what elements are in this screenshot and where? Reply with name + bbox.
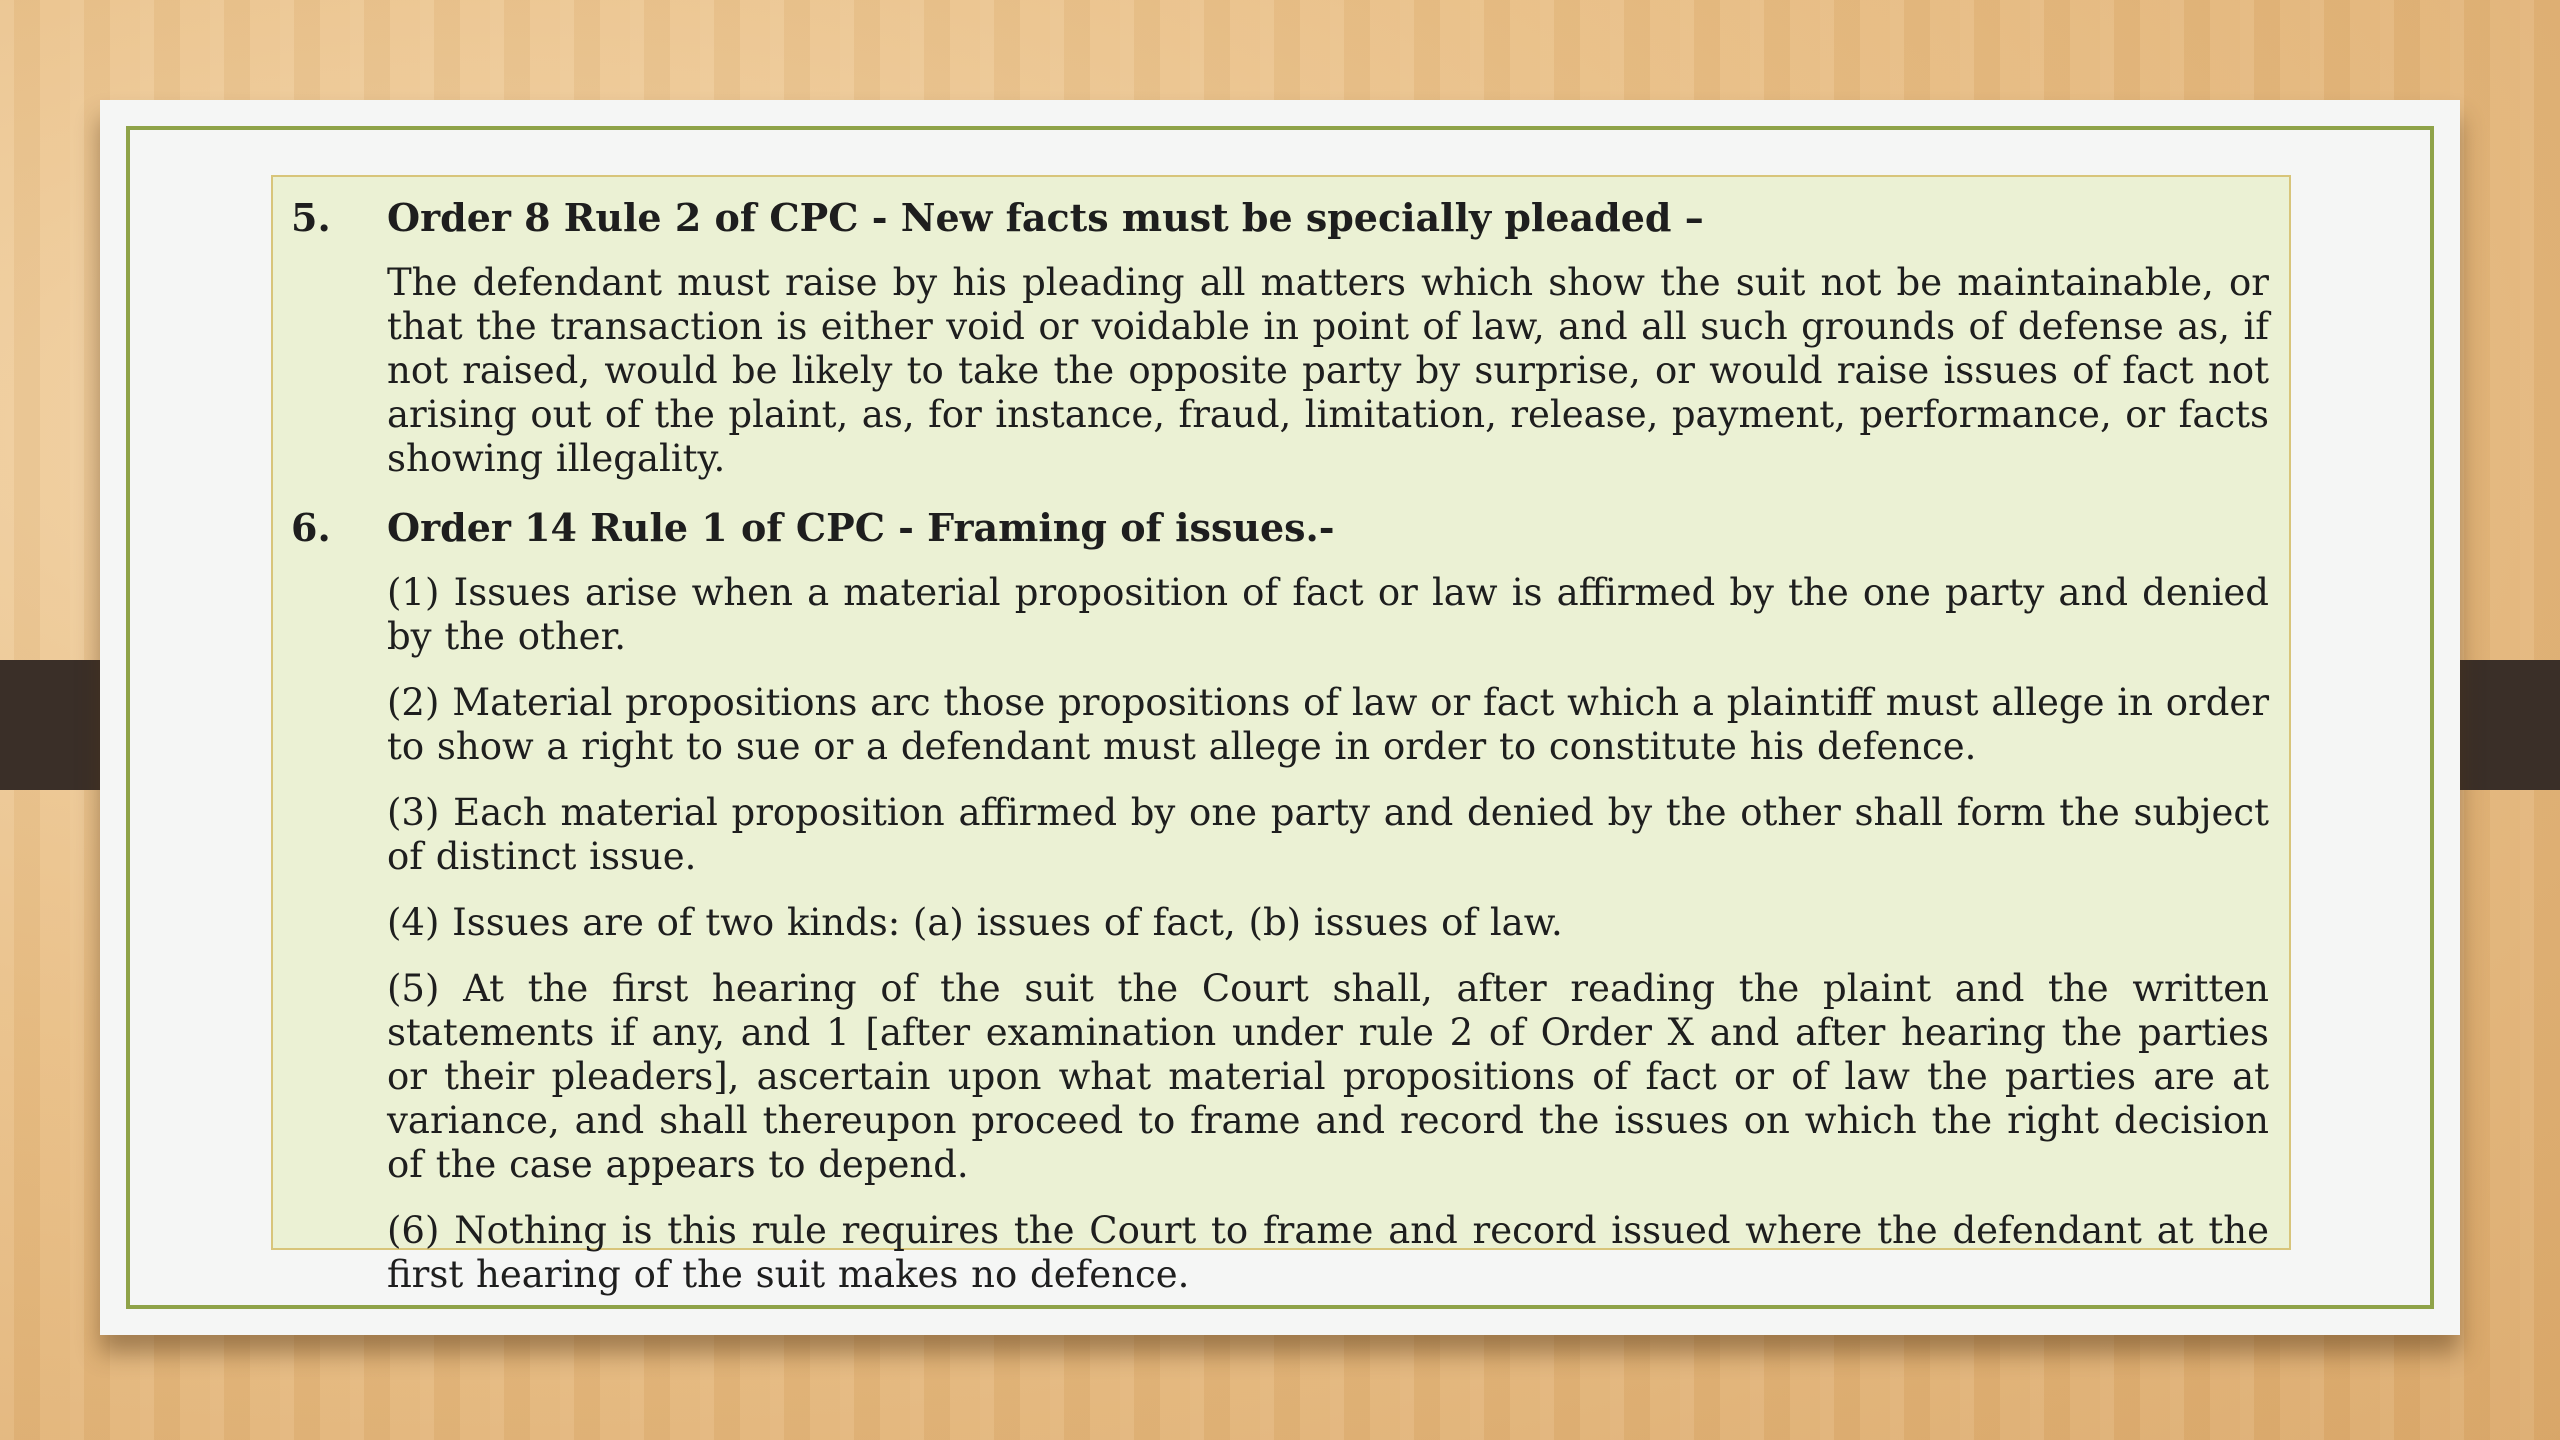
content-box	[271, 175, 2291, 1296]
issue-clause-4: (4) Issues are of two kinds: (a) issues of fact, (b) issues of law.	[387, 901, 1563, 944]
issue-clause-3: (3) Each material proposition affirmed by one party and denied by the other shall form the subject of distinct issue.	[387, 791, 2269, 878]
section-5-paragraph: The defendant must raise by his pleading all matters which show the suit not be maintainable, or that the transaction is either void or voidable in point of law, and all such grounds of defense as, if not raised, would be likely to take the opposite party by surprise, or would raise issues of fact not arising out of the plaint, as, for instance, fraud, limitation, release, payment, performance, or facts showing illegality.	[387, 261, 2269, 480]
section-number: 5.	[291, 195, 331, 240]
issue-clause-2: (2) Material propositions arc those propositions of law or fact which a plaintiff must allege in order to show a right to sue or a defendant must allege in order to constitute his defence.	[387, 681, 2269, 768]
section-title: Order 14 Rule 1 of CPC - Framing of issues.-	[387, 505, 1335, 550]
section-number: 6.	[291, 505, 331, 550]
issue-clause-1: (1) Issues arise when a material proposition of fact or law is affirmed by the one party and denied by the other.	[387, 571, 2269, 658]
section-5-heading	[291, 193, 2269, 243]
issue-clause-6: (6) Nothing is this rule requires the Court to frame and record issued where the defendant at the first hearing of the suit makes no defence.	[387, 1209, 2269, 1296]
section-6-heading	[291, 503, 2269, 553]
issue-clause-5: (5) At the first hearing of the suit the Court shall, after reading the plaint and the written statements if any, and 1 [after examination under rule 2 of Order X and after hearing the parties or their pleaders], ascertain upon what material propositions of fact or of law the parties are at variance, and shall thereupon proceed to frame and record the issues on which the right decision of the case appears to depend.	[387, 967, 2269, 1186]
section-title: Order 8 Rule 2 of CPC - New facts must be specially pleaded –	[387, 195, 1704, 240]
slide	[100, 100, 2460, 1335]
